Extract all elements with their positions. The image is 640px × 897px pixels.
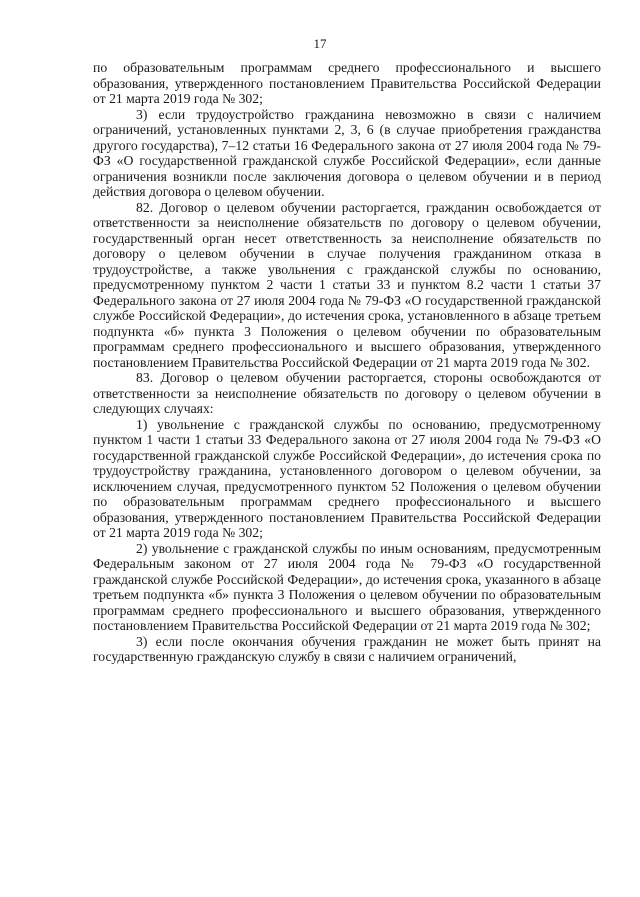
paragraph-83-item-2: 2) увольнение с гражданской службы по иным основаниям, предусмотренным Федеральным законом от 27 июля 2004 года № 79-ФЗ «О государственной гражданской службе Российской Федерации», до истечения срока, указанного в абзаце третьем подпункта «б» пункта 3 Положения о целевом обучении по образовательным программам среднего профессионального и высшего образования, утвержденного постановлением Правительства Российской Федерации от 21 марта 2019 года № 302;: [93, 540, 601, 633]
page-number: 17: [313, 36, 327, 51]
document-body: [93, 60, 601, 665]
paragraph-83: 83. Договор о целевом обучении расторгается, стороны освобождаются от ответственности за неисполнение обязательств по договору о целевом обучении в следующих случаях:: [93, 370, 601, 416]
paragraph-item-3: 3) если трудоустройство гражданина невозможно в связи с наличием ограничений, установленных пунктами 2, 3, 6 (в случае приобретения гражданства другого государства), 7–12 статьи 16 Федерального закона от 27 июля 2004 года № 79-ФЗ «О государственной гражданской службе Российской Федерации», если данные ограничения возникли после заключения договора о целевом обучении и в период действия договора о целевом обучении.: [93, 106, 601, 199]
paragraph-83-item-1: 1) увольнение с гражданской службы по основанию, предусмотренному пунктом 1 части 1 статьи 33 Федерального закона от 27 июля 2004 года № 79-ФЗ «О государственной гражданской службе Российской Федерации», до истечения срока по трудоустройству гражданина, установленного договором о целевом обучении, за исключением случая, предусмотренного пунктом 52 Положения о целевом обучении по образовательным программам среднего профессионального и высшего образования, утвержденного постановлением Правительства Российской Федерации от 21 марта 2019 года № 302;: [93, 416, 601, 540]
paragraph-82: 82. Договор о целевом обучении расторгается, гражданин освобождается от ответственности за неисполнение обязательств по договору о целевом обучении, государственный орган несет ответственность за неисполнение обязательств по договору о целевом обучении в случае получения гражданином отказа в трудоустройстве, а также увольнения с гражданской службы по основанию, предусмотренному пунктом 2 части 1 статьи 33 и пунктом 8.2 части 1 статьи 37 Федерального закона от 27 июля 2004 года № 79-ФЗ «О государственной гражданской службе Российской Федерации», до истечения срока, установленного в абзаце третьем подпункта «б» пункта 3 Положения о целевом обучении по образовательным программам среднего профессионального и высшего образования, утвержденного постановлением Правительства Российской Федерации от 21 марта 2019 года № 302.: [93, 199, 601, 370]
paragraph-83-item-3: 3) если после окончания обучения гражданин не может быть принят на государственную гражданскую службу в связи с наличием ограничений,: [93, 633, 601, 664]
paragraph-continuation: по образовательным программам среднего профессионального и высшего образования, утвержденного постановлением Правительства Российской Федерации от 21 марта 2019 года № 302;: [93, 60, 601, 106]
